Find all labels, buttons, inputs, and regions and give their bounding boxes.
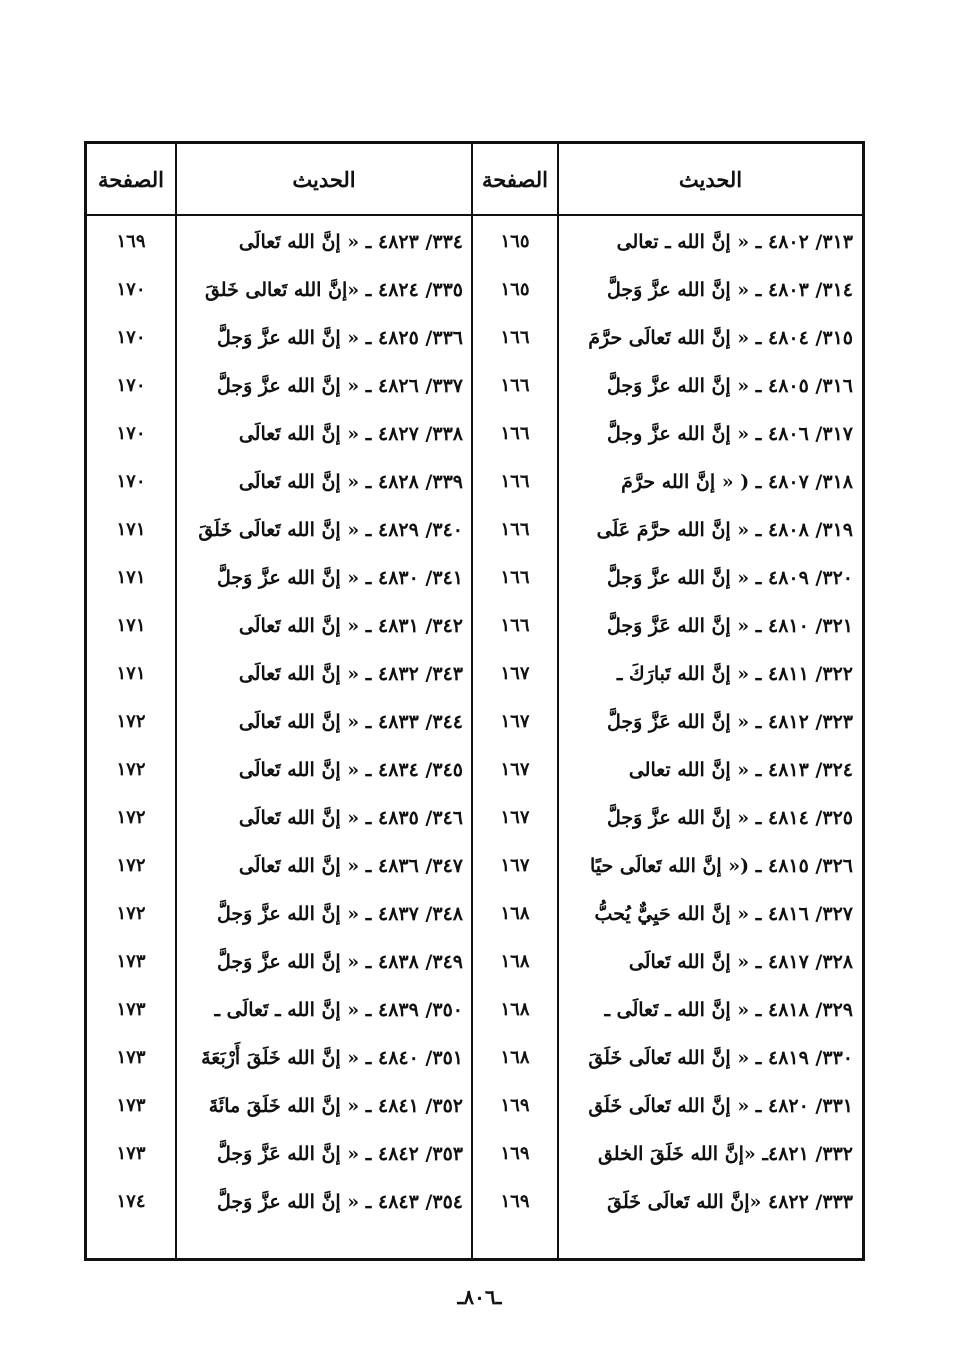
- hadith-entry: ٣١٣/ ٤٨٠٢ ـ « إنَّ الله ـ تعالى: [616, 231, 853, 253]
- hadith-entry: ٣٥٢/ ٤٨٤١ ـ « إنَّ الله خَلَقَ مائَةَ: [208, 1095, 463, 1117]
- page-ref: ١٦٧: [500, 807, 530, 828]
- page-ref: ١٧٤: [116, 1191, 146, 1212]
- hadith-entry: ٣٢٢/ ٤٨١١ ـ « إنَّ الله تَبارَكَ ـ: [616, 663, 853, 685]
- page-ref: ١٦٦: [500, 423, 530, 444]
- hadith-entry: ٣٢٣/ ٤٨١٢ ـ « إنَّ الله عَزَّ وَجلَّ: [606, 711, 853, 733]
- hadith-entry: ٣١٩/ ٤٨٠٨ ـ « إنَّ الله حرَّمَ عَلَى: [596, 519, 853, 541]
- hadith-entry: ٣٤١/ ٤٨٣٠ ـ « إنَّ الله عزَّ وَجلَّ: [216, 567, 463, 589]
- page-ref: ١٧٠: [116, 375, 146, 396]
- hadith-entry: ٣٣٧/ ٤٨٢٦ ـ « إنَّ الله عزَّ وَجلَّ: [216, 375, 463, 397]
- hadith-entry: ٣٣١/ ٤٨٢٠ ـ « إنَّ الله تَعالَى خَلَق: [588, 1095, 853, 1117]
- hadith-entry: ٣٣٥/ ٤٨٢٤ ـ «إنَّ الله تَعالى خَلقَ: [204, 279, 463, 301]
- hadith-index-table: [84, 141, 865, 1261]
- hadith-entry: ٣٢٦/ ٤٨١٥ ـ (« إنَّ الله تَعالَى حيًا: [589, 855, 853, 877]
- page-ref: ١٦٧: [500, 663, 530, 684]
- page-ref: ١٦٦: [500, 471, 530, 492]
- page-ref: ١٧١: [116, 519, 146, 540]
- hadith-entry: ٣٢٧/ ٤٨١٦ ـ « إنَّ الله حَيِيٌّ يُحبُّ: [594, 903, 853, 925]
- header-hadith-left: الحديث: [292, 167, 356, 192]
- page-ref: ١٦٩: [500, 1095, 530, 1116]
- page-ref: ١٧١: [116, 615, 146, 636]
- hadith-entry: ٣٥١/ ٤٨٤٠ ـ « إنَّ الله خَلَقَ أَرْبَعَةَ: [201, 1047, 463, 1069]
- page-ref: ١٦٧: [500, 759, 530, 780]
- hadith-entry: ٣٣٠/ ٤٨١٩ ـ « إنَّ الله تَعالَى خَلَقَ: [588, 1047, 853, 1069]
- page-ref: ١٧٢: [116, 759, 146, 780]
- hadith-entry: ٣٢٩/ ٤٨١٨ ـ « إنَّ الله ـ تَعالَى ـ: [604, 999, 853, 1021]
- hadith-entry: ٣١٨/ ٤٨٠٧ ـ ( « إنَّ الله حرَّمَ: [621, 471, 853, 493]
- page-ref: ١٦٩: [500, 1191, 530, 1212]
- hadith-entry: ٣٥٠/ ٤٨٣٩ ـ « إنَّ الله ـ تَعالَى ـ: [214, 999, 463, 1021]
- hadith-entry: ٣٥٣/ ٤٨٤٢ ـ « إنَّ الله عَزَّ وَجلَّ: [216, 1143, 463, 1165]
- hadith-entry: ٣٣٤/ ٤٨٢٣ ـ « إنَّ الله تَعالَى: [238, 231, 463, 253]
- page-ref: ١٦٥: [500, 231, 530, 252]
- header-divider: [87, 214, 862, 216]
- page-ref: ١٦٦: [500, 375, 530, 396]
- page-ref: ١٦٦: [500, 615, 530, 636]
- hadith-entry: ٣٤٧/ ٤٨٣٦ ـ « إنَّ الله تَعالَى: [238, 855, 463, 877]
- header-page-right: الصفحة: [482, 167, 548, 192]
- page-ref: ١٧٠: [116, 279, 146, 300]
- page-ref: ١٦٨: [500, 951, 530, 972]
- page-ref: ١٧٢: [116, 711, 146, 732]
- page-ref: ١٦٧: [500, 855, 530, 876]
- page-ref: ١٧٣: [116, 1047, 146, 1068]
- page-ref: ١٧٢: [116, 807, 146, 828]
- hadith-entry: ٣٣٩/ ٤٨٢٨ ـ « إنَّ الله تَعالَى: [238, 471, 463, 493]
- hadith-entry: ٣٤٥/ ٤٨٣٤ ـ « إنَّ الله تَعالَى: [238, 759, 463, 781]
- page-ref: ١٦٦: [500, 519, 530, 540]
- hadith-entry: ٣١٦/ ٤٨٠٥ ـ « إنَّ الله عزَّ وَجلَّ: [606, 375, 853, 397]
- hadith-entry: ٣٤٣/ ٤٨٣٢ ـ « إنَّ الله تَعالَى: [238, 663, 463, 685]
- page-ref: ١٧١: [116, 663, 146, 684]
- hadith-entry: ٣٤٤/ ٤٨٣٣ ـ « إنَّ الله تَعالَى: [238, 711, 463, 733]
- page-ref: ١٦٦: [500, 567, 530, 588]
- page-ref: ١٦٨: [500, 1047, 530, 1068]
- hadith-entry: ٣٤٢/ ٤٨٣١ ـ « إنَّ الله تَعالَى: [238, 615, 463, 637]
- page-ref: ١٧٢: [116, 903, 146, 924]
- hadith-entry: ٣٢٨/ ٤٨١٧ ـ « إنَّ الله تَعالَى: [628, 951, 853, 973]
- hadith-entry: ٣٢١/ ٤٨١٠ ـ « إنَّ الله عَزَّ وَجلَّ: [606, 615, 853, 637]
- page-ref: ١٦٥: [500, 279, 530, 300]
- hadith-entry: ٣٤٩/ ٤٨٣٨ ـ « إنَّ الله عزَّ وَجلَّ: [216, 951, 463, 973]
- column-divider: [175, 144, 177, 1258]
- page-ref: ١٦٩: [500, 1143, 530, 1164]
- hadith-entry: ٣١٥/ ٤٨٠٤ ـ « إنَّ الله تَعالَى حرَّمَ: [588, 327, 853, 349]
- column-divider: [557, 144, 559, 1258]
- hadith-entry: ٣١٧/ ٤٨٠٦ ـ « إنَّ الله عزَّ وجلَّ: [606, 423, 853, 445]
- page-ref: ١٧١: [116, 567, 146, 588]
- page-ref: ١٦٨: [500, 999, 530, 1020]
- page-ref: ١٧٣: [116, 1095, 146, 1116]
- hadith-entry: ٣٣٦/ ٤٨٢٥ ـ « إنَّ الله عزَّ وَجلَّ: [216, 327, 463, 349]
- hadith-entry: ٣٢٠/ ٤٨٠٩ ـ « إنَّ الله عزَّ وَجلَّ: [606, 567, 853, 589]
- page-ref: ١٧٣: [116, 999, 146, 1020]
- hadith-entry: ٣٥٤/ ٤٨٤٣ ـ « إنَّ الله عزَّ وَجلَّ: [216, 1191, 463, 1213]
- hadith-entry: ٣٢٤/ ٤٨١٣ ـ « إنَّ الله تعالى: [628, 759, 853, 781]
- hadith-entry: ٣٢٥/ ٤٨١٤ ـ « إنَّ الله عزَّ وَجلَّ: [606, 807, 853, 829]
- page-ref: ١٧٢: [116, 855, 146, 876]
- page-ref: ١٦٦: [500, 327, 530, 348]
- header-hadith-right: الحديث: [678, 167, 743, 192]
- page-ref: ١٦٩: [116, 231, 146, 252]
- hadith-entry: ٣٤٦/ ٤٨٣٥ ـ « إنَّ الله تَعالَى: [238, 807, 463, 829]
- hadith-entry: ٣٣٢/ ٤٨٢١ـ «إنَّ الله خَلَقَ الخلق: [597, 1143, 853, 1165]
- page-number: ـ٨٠٦ـ: [457, 1285, 502, 1309]
- page-ref: ١٧٣: [116, 951, 146, 972]
- hadith-entry: ٣٤٠/ ٤٨٢٩ ـ « إنَّ الله تَعالَى خَلَقَ: [198, 519, 463, 541]
- page-ref: ١٦٧: [500, 711, 530, 732]
- page-ref: ١٧٠: [116, 471, 146, 492]
- page-ref: ١٦٨: [500, 903, 530, 924]
- hadith-entry: ٣٣٨/ ٤٨٢٧ ـ « إنَّ الله تَعالَى: [238, 423, 463, 445]
- page-ref: ١٧٣: [116, 1143, 146, 1164]
- page-ref: ١٧٠: [116, 423, 146, 444]
- header-page-left: الصفحة: [98, 167, 164, 192]
- hadith-entry: ٣١٤/ ٤٨٠٣ ـ « إنَّ الله عزَّ وَجلَّ: [606, 279, 853, 301]
- hadith-entry: ٣٣٣/ ٤٨٢٢ «إنَّ الله تَعالَى خَلَقَ: [607, 1191, 853, 1213]
- page-ref: ١٧٠: [116, 327, 146, 348]
- hadith-entry: ٣٤٨/ ٤٨٣٧ ـ « إنَّ الله عزَّ وَجلَّ: [216, 903, 463, 925]
